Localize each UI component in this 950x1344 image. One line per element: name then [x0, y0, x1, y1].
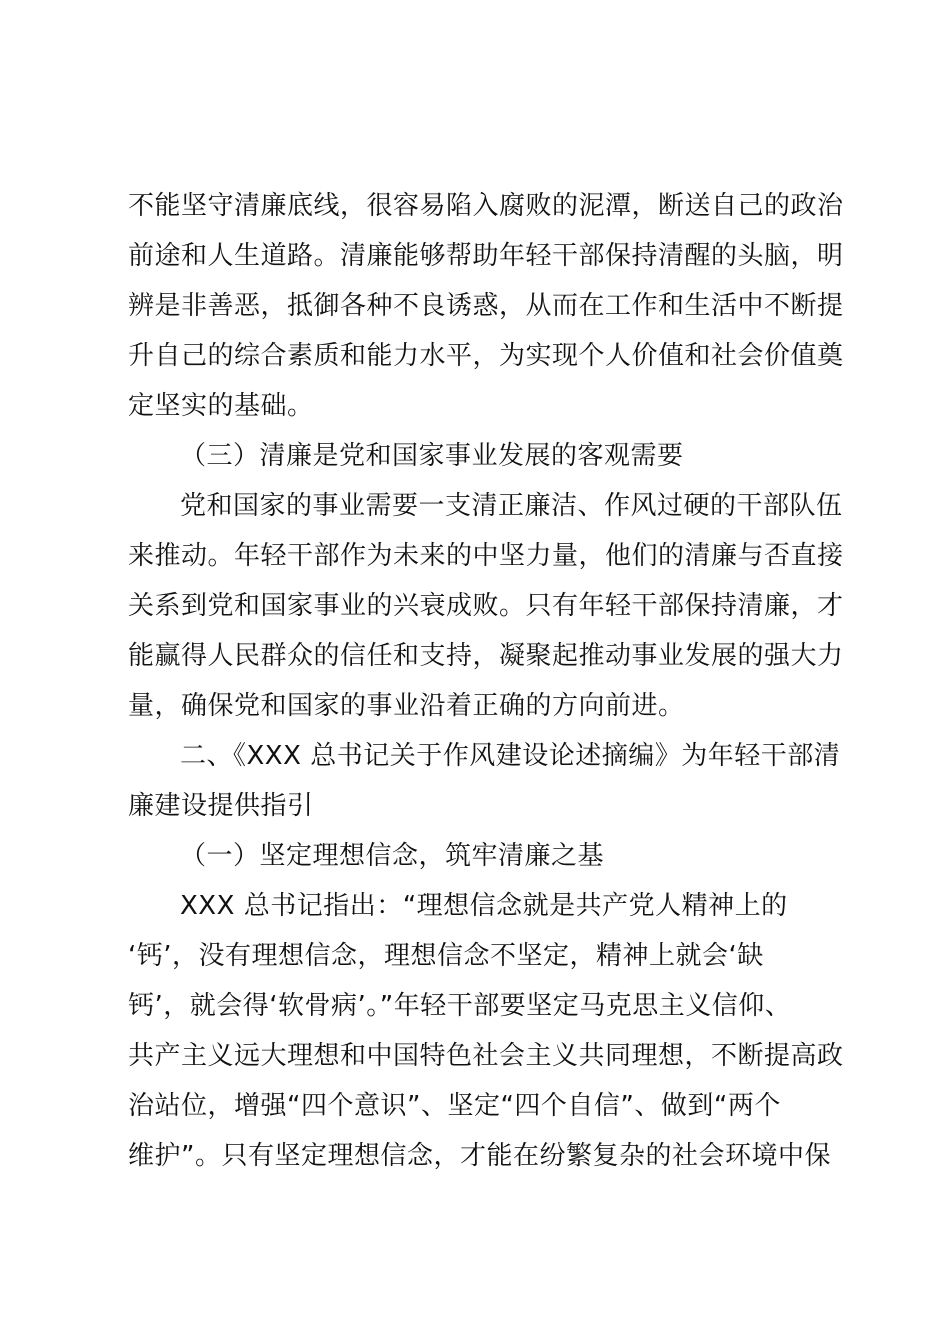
body-text-line: 关系到党和国家事业的兴衰成败。只有年轻干部保持清廉，才 — [128, 591, 844, 621]
body-text-line: 量，确保党和国家的事业沿着正确的方向前进。 — [128, 691, 685, 721]
body-text-line: 升自己的综合素质和能力水平，为实现个人价值和社会价值奠 — [128, 341, 844, 371]
paragraph-first-line: 党和国家的事业需要一支清正廉洁、作风过硬的干部队伍 — [180, 491, 843, 521]
body-text-line: ‘钙’，没有理想信念，理想信念不坚定，精神上就会‘缺 — [128, 941, 764, 971]
body-text-line: 辨是非善恶，抵御各种不良诱惑，从而在工作和生活中不断提 — [128, 291, 844, 321]
section-heading: （一）坚定理想信念，筑牢清廉之基 — [180, 841, 605, 871]
body-text-line: 能赢得人民群众的信任和支持，凝聚起推动事业发展的强大力 — [128, 641, 844, 671]
body-text-line: 共产主义远大理想和中国特色社会主义共同理想，不断提高政 — [128, 1041, 844, 1071]
body-text-line: 治站位，增强“四个意识”、坚定“四个自信”、做到“两个 — [128, 1091, 781, 1121]
section-heading: （三）清廉是党和国家事业发展的客观需要 — [180, 441, 684, 471]
body-text-line: 定坚实的基础。 — [128, 391, 314, 421]
chapter-heading: 二、《XXX 总书记关于作风建设论述摘编》为年轻干部清 — [180, 741, 841, 771]
body-text-line: 来推动。年轻干部作为未来的中坚力量，他们的清廉与否直接 — [128, 541, 844, 571]
body-text-line: 不能坚守清廉底线，很容易陷入腐败的泥潭，断送自己的政治 — [128, 191, 844, 221]
body-text-line: 前途和人生道路。清廉能够帮助年轻干部保持清醒的头脑，明 — [128, 241, 844, 271]
body-text-line: 维护”。只有坚定理想信念，才能在纷繁复杂的社会环境中保 — [128, 1141, 831, 1171]
paragraph-first-line: XXX 总书记指出：“理想信念就是共产党人精神上的 — [180, 891, 788, 921]
chapter-heading-continuation: 廉建设提供指引 — [128, 791, 314, 821]
body-text-line: 钙’，就会得‘软骨病’。”年轻干部要坚定马克思主义信仰、 — [128, 991, 792, 1021]
